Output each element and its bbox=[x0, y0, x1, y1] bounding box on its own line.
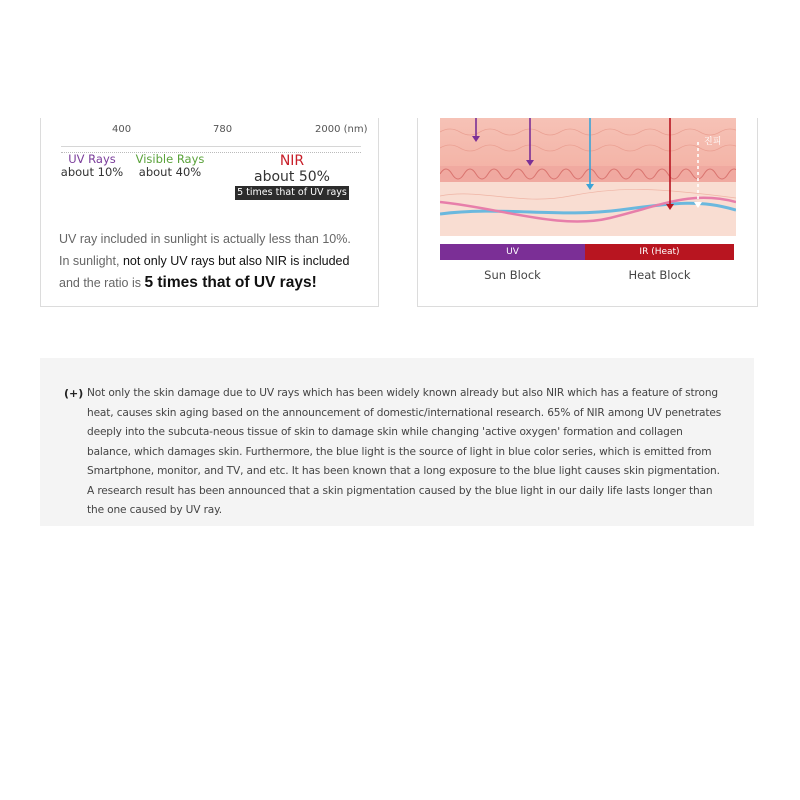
band-uv bbox=[59, 153, 125, 179]
band-visible bbox=[133, 153, 207, 179]
heat-block-label: Heat Block bbox=[628, 268, 691, 282]
info-note-box bbox=[40, 358, 754, 526]
info-note-text: Not only the skin damage due to UV rays which has been widely known already but also NIR which has a feature of strong heat, causes skin aging based on the announcement of domestic/international research. 65% of NIR among UV penetrates deeply into the subcuta-neous tissue of skin to damage skin while changing 'active oxygen' formation and collagen balance, which damages skin. Furthermore, the blue light is the source of light in blue color series, which is emitted from Smartphone, monitor, and TV, and etc. It has been known that a long exposure to the blue light causes skin pigmentation. A research result has been announced that a skin pigmentation caused by the blue light in our daily life lasts longer than the one caused by UV ray. bbox=[87, 387, 722, 516]
summary-line-3-big: 5 times that of UV rays! bbox=[144, 274, 317, 291]
tick-400: 400 bbox=[112, 124, 132, 135]
band-nir-name: NIR bbox=[279, 153, 305, 169]
spectrum-card bbox=[40, 118, 379, 307]
skin-layers-illustration bbox=[440, 118, 736, 236]
ir-heat-bar: IR (Heat) bbox=[585, 244, 734, 260]
plus-info-icon: (+) bbox=[64, 387, 84, 400]
band-nir-amount: about 50% bbox=[254, 169, 330, 185]
spectrum-scale-line bbox=[61, 146, 361, 147]
nir-ratio-badge: 5 times that of UV rays bbox=[235, 186, 349, 200]
band-uv-name: UV Rays bbox=[68, 152, 116, 166]
tick-2000: 2000 (nm) bbox=[315, 124, 368, 135]
band-visible-amount: about 40% bbox=[138, 165, 202, 179]
summary-line-2-bold: not only UV rays but also NIR is included bbox=[122, 254, 350, 268]
summary-line-1: UV ray included in sunlight is actually less than 10%. bbox=[59, 232, 351, 246]
summary-line-2 bbox=[59, 250, 377, 272]
band-nir bbox=[239, 153, 345, 185]
summary-line-3 bbox=[59, 272, 377, 294]
tick-780: 780 bbox=[213, 124, 233, 135]
summary-paragraph bbox=[59, 228, 377, 294]
band-visible-name: Visible Rays bbox=[135, 152, 205, 166]
skin-diagram-card bbox=[417, 118, 758, 307]
sun-block-label: Sun Block bbox=[484, 268, 541, 282]
summary-line-2-normal: In sunlight, bbox=[59, 254, 123, 268]
uv-bar: UV bbox=[440, 244, 585, 260]
summary-line-3-normal: and the ratio is bbox=[59, 276, 145, 290]
band-uv-amount: about 10% bbox=[60, 165, 124, 179]
dermis-label: 진피 bbox=[704, 137, 722, 147]
